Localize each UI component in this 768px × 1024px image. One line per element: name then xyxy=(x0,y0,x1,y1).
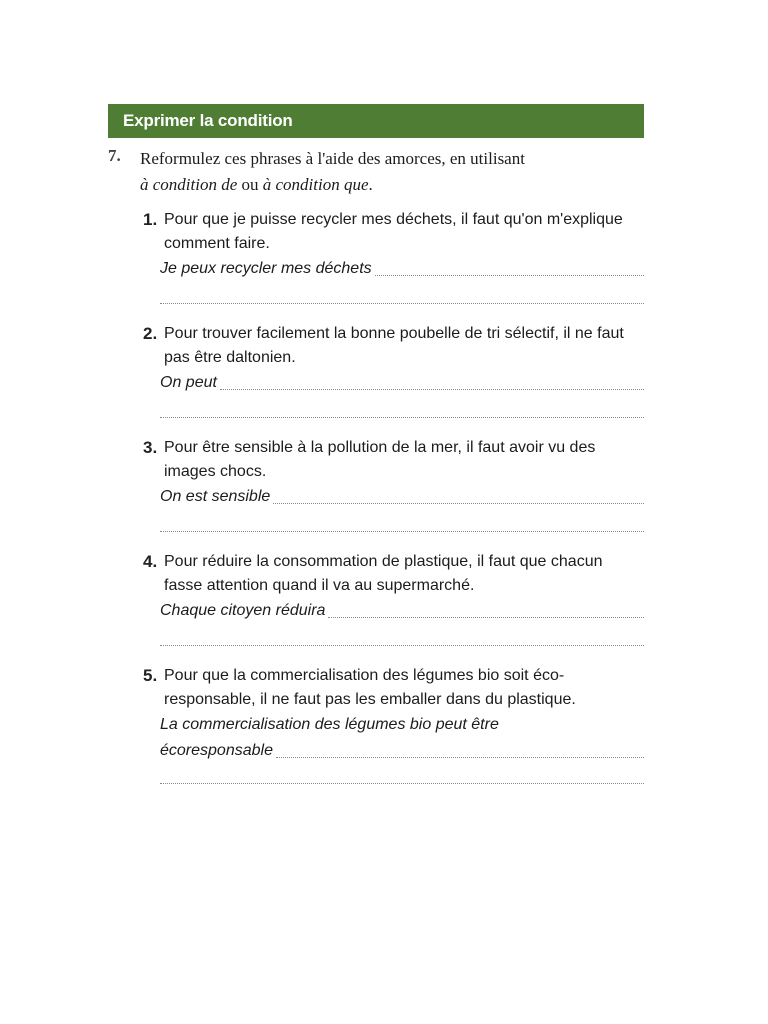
answer-blank-line[interactable] xyxy=(160,416,644,418)
item-sentence: Pour trouver facilement la bonne poubelle de tri sélectif, il ne faut pas être daltonien. xyxy=(164,325,624,366)
answer-dots xyxy=(220,388,644,390)
section-title: Exprimer la condition xyxy=(123,111,293,130)
answer-line[interactable] xyxy=(160,598,644,622)
item-number: 2. xyxy=(143,324,158,343)
answer-line[interactable] xyxy=(160,256,644,280)
answer-prompt: On est sensible xyxy=(160,488,271,505)
item-number: 1. xyxy=(143,210,158,229)
answer-line[interactable] xyxy=(160,370,644,394)
instruction-keyword-1: à condition de xyxy=(140,175,238,194)
instruction-or: ou xyxy=(237,175,263,194)
item-number: 5. xyxy=(143,666,158,685)
exercise-instruction xyxy=(140,146,640,198)
item-number: 4. xyxy=(143,552,158,571)
answer-line[interactable] xyxy=(160,484,644,508)
item-sentence: Pour être sensible à la pollution de la mer, il faut avoir vu des images chocs. xyxy=(164,439,596,480)
answer-line[interactable] xyxy=(160,738,644,762)
answer-dots xyxy=(273,502,644,504)
answer-blank-line[interactable] xyxy=(160,530,644,532)
answer-prompt: écoresponsable xyxy=(160,742,273,759)
answer-prompt: Je peux recycler mes déchets xyxy=(160,260,372,277)
answer-dots xyxy=(276,756,644,758)
answer-dots xyxy=(375,274,644,276)
answer-prompt-continued xyxy=(160,712,644,736)
item-sentence: Pour que je puisse recycler mes déchets, il faut qu'on m'explique comment faire. xyxy=(164,211,623,252)
answer-blank-line[interactable] xyxy=(160,782,644,784)
answer-prompt-line1: La commercialisation des légumes bio peut être xyxy=(160,716,499,733)
answer-blank-line[interactable] xyxy=(160,302,644,304)
item-sentence: Pour réduire la consommation de plastique, il faut que chacun fasse attention quand il va au supermarché. xyxy=(164,553,603,594)
section-banner xyxy=(108,104,644,138)
answer-prompt: Chaque citoyen réduira xyxy=(160,602,326,619)
exercise-number: 7. xyxy=(108,146,121,165)
instruction-keyword-2: à condition que xyxy=(262,175,369,194)
answer-prompt: On peut xyxy=(160,374,217,391)
instruction-end: . xyxy=(368,175,373,194)
answer-blank-line[interactable] xyxy=(160,644,644,646)
item-number: 3. xyxy=(143,438,158,457)
instruction-text: Reformulez ces phrases à l'aide des amorces, en utilisant xyxy=(140,149,525,168)
answer-dots xyxy=(328,616,644,618)
item-sentence: Pour que la commercialisation des légumes bio soit éco-responsable, il ne faut pas les emballer dans du plastique. xyxy=(164,667,576,708)
